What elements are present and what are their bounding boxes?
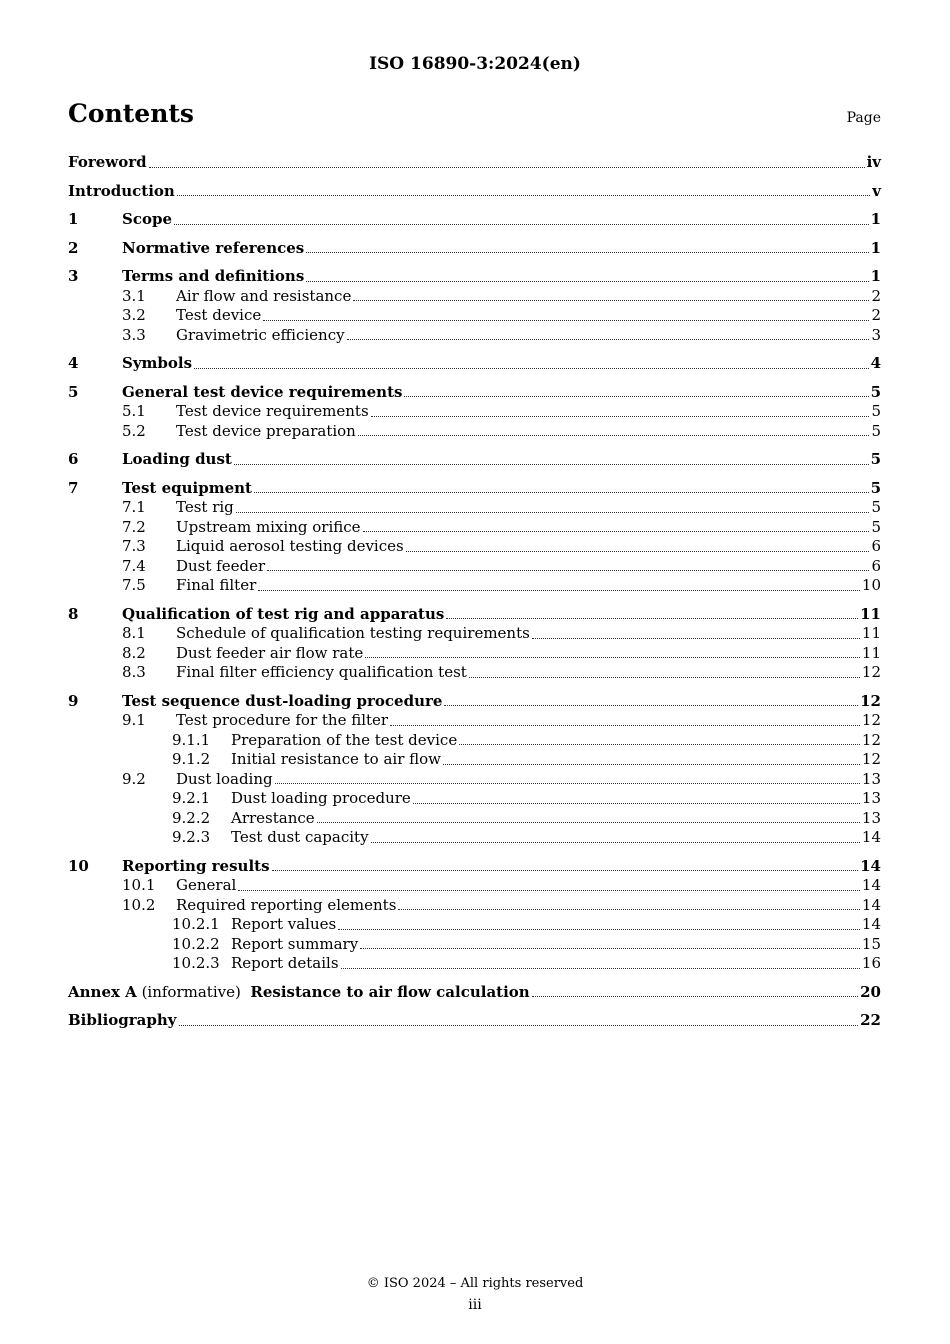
toc-entry[interactable]: [68, 210, 881, 230]
toc-entry-title: Final filter efficiency qualification test: [176, 663, 467, 681]
toc-entry[interactable]: [68, 663, 881, 683]
toc-entry-title: Final filter: [176, 576, 257, 594]
toc-entry-page: 13: [861, 769, 881, 788]
toc-entry[interactable]: [68, 731, 881, 751]
toc-entry[interactable]: [68, 383, 881, 403]
toc-entry-page: 11: [860, 604, 881, 623]
toc-entry-title: Dust loading: [176, 769, 273, 788]
toc-entry-page: 14: [861, 915, 881, 933]
toc-entry-number: 7.3: [122, 537, 146, 555]
toc-entry-page: 1: [870, 267, 881, 285]
dot-leader: [267, 569, 869, 571]
toc-entry-page: 12: [861, 750, 881, 768]
toc-entry-page: 20: [860, 982, 881, 1001]
toc-entry-page: 16: [861, 954, 881, 972]
toc-entry-number: 10.1: [122, 876, 156, 894]
dot-leader: [371, 415, 870, 417]
toc-entry-title: Test equipment: [122, 478, 252, 497]
toc-entry[interactable]: [68, 1011, 881, 1031]
toc-entry-page: 14: [861, 828, 881, 846]
toc-entry-number: 3.2: [122, 306, 146, 324]
toc-entry-title: Report details: [231, 954, 339, 972]
toc-entry-title: Test sequence dust-loading procedure: [122, 691, 443, 710]
toc-entry-number: 9.2.3: [172, 828, 211, 846]
dot-leader: [365, 656, 860, 658]
dot-leader: [406, 550, 870, 552]
dot-leader: [174, 223, 869, 225]
dot-leader: [404, 395, 868, 397]
page-number: iii: [468, 1297, 482, 1313]
dot-leader: [234, 463, 869, 465]
dot-leader: [338, 928, 860, 930]
toc-entry-page: 1: [870, 210, 881, 228]
dot-leader: [306, 251, 868, 253]
toc-entry[interactable]: [68, 789, 881, 809]
toc-entry-title: Liquid aerosol testing devices: [176, 537, 404, 555]
toc-entry-number: 7.2: [122, 517, 146, 536]
toc-entry[interactable]: [68, 422, 881, 442]
toc-entry-page: 11: [861, 624, 881, 642]
toc-entry-title: Gravimetric efficiency: [176, 325, 345, 344]
toc-entry[interactable]: [68, 896, 881, 916]
toc-entry[interactable]: [68, 605, 881, 625]
toc-entry-title: Upstream mixing orifice: [176, 517, 361, 536]
toc-entry-number: 1: [68, 210, 79, 228]
toc-entry-number: 10.2.3: [172, 954, 220, 972]
dot-leader: [258, 589, 860, 591]
toc-entry-title: Dust loading procedure: [231, 789, 411, 807]
dot-leader: [263, 319, 869, 321]
toc-entry-page: 1: [870, 238, 881, 257]
toc-entry-page: 5: [870, 450, 881, 468]
dot-leader: [358, 434, 870, 436]
dot-leader: [177, 194, 870, 196]
toc-entry-page: 14: [861, 876, 881, 894]
toc-entry[interactable]: [68, 402, 881, 422]
toc-entry-number: 10.2: [122, 895, 156, 914]
toc-entry-page: 2: [871, 306, 881, 324]
toc-entry-title: Initial resistance to air flow: [231, 750, 442, 768]
contents-title: Contents: [68, 99, 195, 128]
toc-entry-title: Test rig: [176, 498, 234, 516]
dot-leader: [254, 491, 869, 493]
toc-entry[interactable]: [68, 306, 881, 326]
toc-entry-title: Arrestance: [231, 808, 315, 827]
toc-entry-number: 8.3: [122, 663, 146, 681]
toc-entry[interactable]: [68, 711, 881, 731]
toc-entry-page: 12: [860, 691, 881, 710]
toc-entry[interactable]: [68, 770, 881, 790]
toc-entry-title: Foreword: [68, 153, 147, 171]
toc-entry-title: Preparation of the test device: [231, 730, 458, 749]
toc-entry-page: 5: [871, 517, 881, 536]
dot-leader: [341, 967, 860, 969]
toc-entry-title: Required reporting elements: [176, 895, 397, 914]
toc-entry[interactable]: [68, 182, 881, 202]
toc-entry-number: 3.1: [122, 286, 146, 305]
dot-leader: [353, 299, 869, 301]
toc-entry-number: 9.2.2: [172, 808, 211, 827]
dot-leader: [469, 676, 860, 678]
toc-entry-title: Test device: [176, 306, 262, 324]
toc-entry-number: 9.1.2: [172, 750, 211, 768]
toc-entry-number: 7.1: [122, 498, 146, 516]
table-of-contents: [68, 153, 881, 1031]
toc-entry[interactable]: [68, 576, 881, 596]
toc-entry-number: 10.2.2: [172, 934, 220, 953]
toc-entry-title: Scope: [122, 210, 173, 228]
dot-leader: [398, 908, 860, 910]
toc-entry[interactable]: [68, 750, 881, 770]
toc-entry-page: 22: [860, 1011, 881, 1029]
toc-entry-page: 2: [871, 286, 881, 305]
dot-leader: [194, 367, 869, 369]
toc-entry-page: 4: [870, 354, 881, 372]
toc-entry-title: Bibliography: [68, 1011, 177, 1029]
toc-entry-number: 5.1: [122, 402, 146, 420]
toc-entry-number: 9.1: [122, 711, 146, 729]
toc-entry[interactable]: [68, 624, 881, 644]
toc-entry-page: 5: [871, 498, 881, 516]
toc-entry[interactable]: [68, 479, 881, 499]
toc-entry-number: 7.5: [122, 576, 146, 594]
toc-entry-number: 9.1.1: [172, 730, 211, 749]
toc-entry-title: General test device requirements: [122, 382, 403, 401]
toc-entry-title: Normative references: [122, 238, 305, 257]
dot-leader: [360, 947, 860, 949]
toc-entry[interactable]: [68, 809, 881, 829]
toc-entry-number: 5: [68, 382, 79, 401]
toc-entry-title: Dust feeder air flow rate: [176, 643, 364, 662]
dot-leader: [390, 724, 860, 726]
dot-leader: [236, 511, 870, 513]
dot-leader: [179, 1024, 859, 1026]
toc-entry-number: 7.4: [122, 556, 146, 575]
toc-entry[interactable]: [68, 915, 881, 935]
toc-entry-subtitle: Resistance to air flow calculation: [250, 982, 530, 1001]
dot-leader: [532, 995, 858, 997]
toc-entry-title: Report values: [231, 915, 337, 933]
toc-entry[interactable]: [68, 239, 881, 259]
toc-entry-page: 6: [871, 537, 881, 555]
toc-entry-page: 3: [871, 325, 881, 344]
toc-entry-title: Report summary: [231, 934, 359, 953]
dot-leader: [446, 617, 858, 619]
toc-entry-page: 5: [871, 421, 881, 440]
toc-entry-number: 5.2: [122, 421, 146, 440]
toc-entry-number: 9.2.1: [172, 789, 211, 807]
toc-entry[interactable]: [68, 983, 881, 1003]
toc-entry-title: Test procedure for the filter: [176, 711, 389, 729]
dot-leader: [272, 869, 859, 871]
toc-entry-page: 14: [860, 856, 881, 875]
toc-entry-number: 8: [68, 604, 79, 623]
toc-entry-number: 3.3: [122, 325, 146, 344]
toc-entry-title: Dust feeder: [176, 556, 266, 575]
toc-entry-page: 12: [861, 711, 881, 729]
dot-leader: [238, 889, 860, 891]
page-column-label: Page: [846, 110, 881, 126]
toc-entry-page: 13: [861, 789, 881, 807]
dot-leader: [444, 704, 858, 706]
toc-entry-title: Qualification of test rig and apparatus: [122, 604, 445, 623]
dot-leader: [443, 763, 860, 765]
dot-leader: [317, 821, 860, 823]
toc-entry-title: Symbols: [122, 354, 193, 372]
toc-entry-page: 12: [861, 730, 881, 749]
toc-entry[interactable]: [68, 828, 881, 848]
toc-entry[interactable]: [68, 153, 881, 173]
toc-entry-title: Terms and definitions: [122, 267, 305, 285]
toc-entry-page: 12: [861, 663, 881, 681]
toc-entry[interactable]: [68, 450, 881, 470]
toc-entry-number: 8.1: [122, 624, 146, 642]
toc-entry-number: 7: [68, 478, 79, 497]
toc-entry-title: Test device preparation: [176, 421, 356, 440]
toc-entry[interactable]: [68, 518, 881, 538]
toc-entry-note: (informative): [136, 982, 251, 1001]
dot-leader: [413, 802, 860, 804]
toc-entry-page: 5: [870, 478, 881, 497]
toc-entry[interactable]: [68, 267, 881, 287]
toc-entry[interactable]: [68, 857, 881, 877]
toc-entry-number: 4: [68, 354, 79, 372]
toc-entry-page: 6: [871, 556, 881, 575]
toc-entry[interactable]: [68, 537, 881, 557]
toc-entry[interactable]: [68, 326, 881, 346]
dot-leader: [371, 841, 860, 843]
dot-leader: [306, 280, 868, 282]
toc-entry-title: Reporting results: [122, 856, 270, 875]
toc-entry-page: 13: [861, 808, 881, 827]
toc-entry[interactable]: [68, 498, 881, 518]
dot-leader: [459, 743, 860, 745]
toc-entry-title: Test device requirements: [176, 402, 369, 420]
toc-entry-number: 9.2: [122, 769, 146, 788]
dot-leader: [363, 530, 870, 532]
toc-entry-title: Loading dust: [122, 450, 232, 468]
dot-leader: [532, 637, 860, 639]
toc-entry-number: 6: [68, 450, 79, 468]
dot-leader: [149, 166, 865, 168]
toc-entry[interactable]: [68, 954, 881, 974]
toc-entry-title: Test dust capacity: [231, 828, 369, 846]
toc-entry-title: Annex A (informative) Resistance to air flow calculation: [68, 982, 530, 1001]
toc-entry-number: 2: [68, 238, 79, 257]
toc-entry-number: 3: [68, 267, 79, 285]
toc-entry[interactable]: [68, 935, 881, 955]
toc-entry[interactable]: [68, 644, 881, 664]
toc-entry-page: 10: [861, 576, 881, 594]
toc-entry-page: 15: [861, 934, 881, 953]
toc-entry-page: 11: [861, 643, 881, 662]
toc-entry-number: 8.2: [122, 643, 146, 662]
document-id-header: ISO 16890-3:2024(en): [369, 54, 581, 74]
toc-entry-page: 5: [870, 382, 881, 401]
toc-entry-title: General: [176, 876, 237, 894]
toc-entry[interactable]: [68, 354, 881, 374]
dot-leader: [275, 782, 860, 784]
toc-entry-number: 9: [68, 691, 79, 710]
toc-entry-number: 10.2.1: [172, 915, 220, 933]
copyright-notice: © ISO 2024 – All rights reserved: [366, 1276, 584, 1291]
toc-entry[interactable]: [68, 876, 881, 896]
toc-entry-title: Introduction: [68, 181, 175, 200]
toc-entry-page: v: [872, 181, 881, 200]
toc-entry[interactable]: [68, 692, 881, 712]
dot-leader: [347, 338, 870, 340]
toc-entry-title: Schedule of qualification testing requirements: [176, 624, 530, 642]
toc-entry-page: iv: [866, 153, 881, 171]
toc-entry-page: 5: [871, 402, 881, 420]
toc-entry[interactable]: [68, 557, 881, 577]
toc-entry-page: 14: [861, 895, 881, 914]
toc-entry-number: 10: [68, 856, 89, 875]
toc-entry-title: Air flow and resistance: [176, 286, 352, 305]
toc-entry[interactable]: [68, 287, 881, 307]
